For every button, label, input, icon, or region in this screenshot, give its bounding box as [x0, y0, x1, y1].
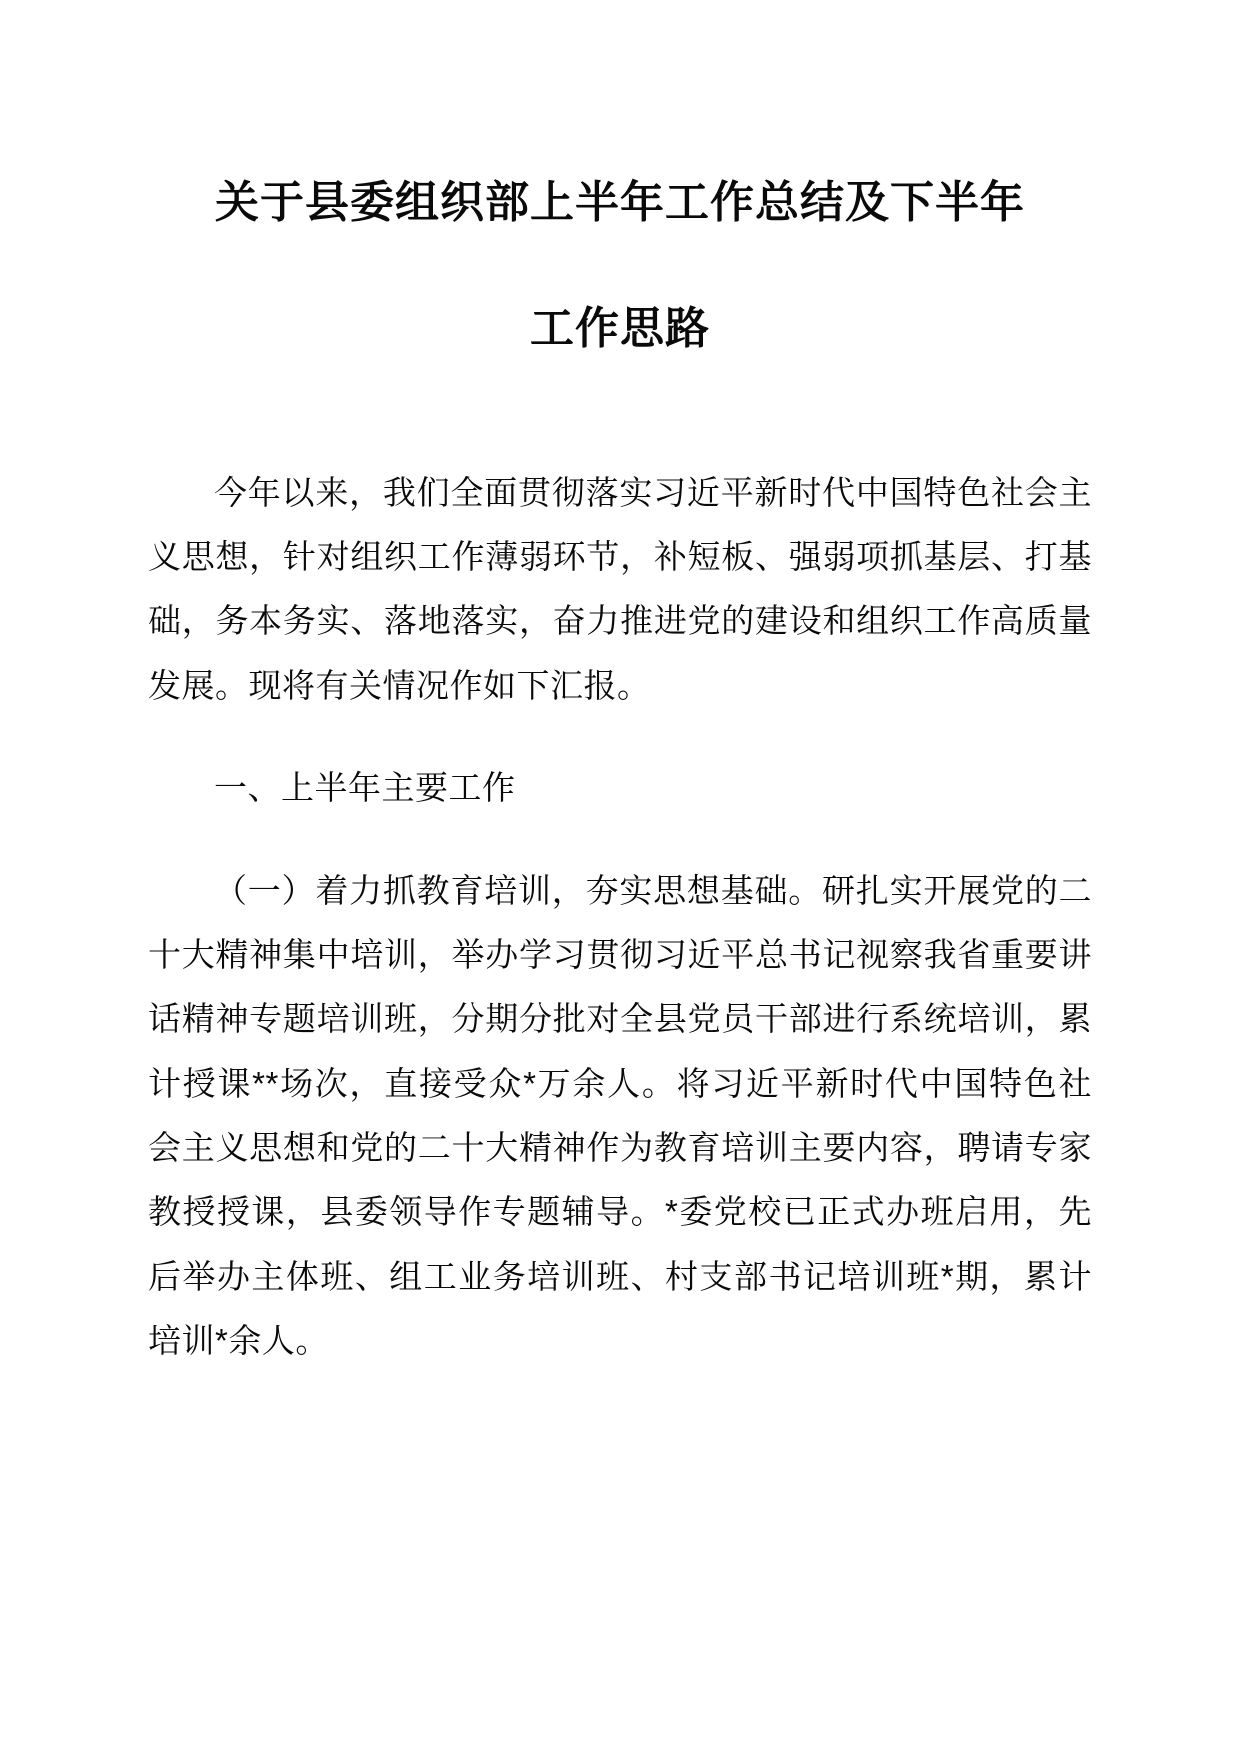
page-title-line-2: 工作思路: [530, 304, 710, 354]
paragraph-subsection-one: （一）着力抓教育培训，夯实思想基础。研扎实开展党的二十大精神集中培训，举办学习贯彻习近平总书记视察我省重要讲话精神专题培训班，分期分批对全县党员干部进行系统培训，累计授课**场次，直接受众*万余人。将习近平新时代中国特色社会主义思想和党的二十大精神作为教育培训主要内容，聘请专家教授授课，县委领导作专题辅导。*委党校已正式办班启用，先后举办主体班、组工业务培训班、村支部书记培训班*期，累计培训*余人。: [148, 871, 1092, 1359]
section-heading-one: 一、上半年主要工作: [214, 769, 516, 807]
page-title: [148, 150, 1092, 365]
document-body: [148, 461, 1092, 1373]
paragraph-intro: 今年以来，我们全面贯彻落实习近平新时代中国特色社会主义思想，针对组织工作薄弱环节，补短板、强弱项抓基层、打基础，务本务实、落地落实，奋力推进党的建设和组织工作高质量发展。现将有关情况作如下汇报。: [148, 473, 1092, 704]
page-title-line-1: 关于县委组织部上半年工作总结及下半年: [215, 178, 1025, 227]
